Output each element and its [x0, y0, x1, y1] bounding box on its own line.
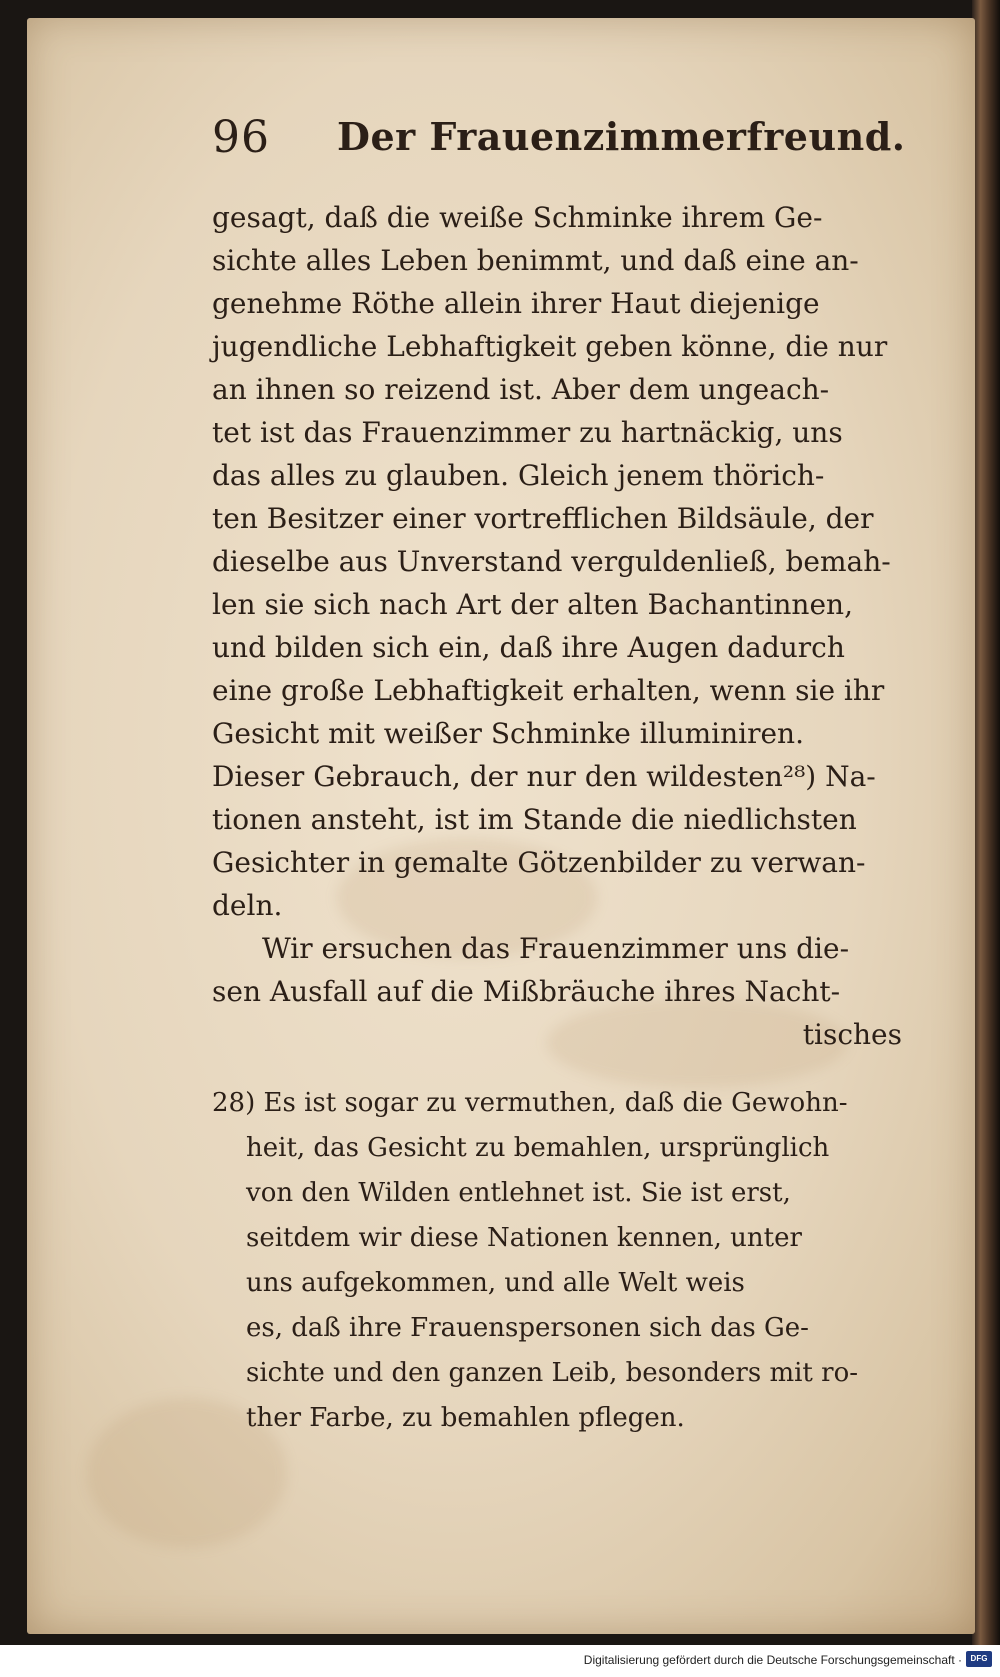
- text-line: gesagt, daß die weiße Schminke ihrem Ge-: [212, 201, 823, 234]
- text-line: tionen ansteht, ist im Stande die niedlichsten: [212, 803, 857, 836]
- footnote-line: seitdem wir diese Nationen kennen, unter: [246, 1223, 802, 1253]
- footnote: [212, 1081, 902, 1441]
- footnote-line: heit, das Gesicht zu bemahlen, ursprünglich: [246, 1133, 830, 1163]
- page-header: [212, 112, 906, 172]
- text-line: dieselbe aus Unverstand verguldenließ, bemah-: [212, 545, 891, 578]
- running-title: Der Frauenzimmerfreund.: [337, 114, 906, 159]
- footnote-line: von den Wilden entlehnet ist. Sie ist erst,: [246, 1178, 791, 1208]
- footnote-line: 28) Es ist sogar zu vermuthen, daß die Gewohn-: [212, 1088, 848, 1118]
- text-line: tet ist das Frauenzimmer zu hartnäckig, uns: [212, 416, 843, 449]
- text-line: an ihnen so reizend ist. Aber dem ungeach-: [212, 373, 830, 406]
- catchword: tisches: [802, 1018, 902, 1051]
- main-text: [212, 196, 902, 1056]
- text-line: Gesichter in gemalte Götzenbilder zu verwan-: [212, 846, 866, 879]
- page-number: 96: [212, 112, 270, 163]
- digitization-footer: [0, 1645, 1000, 1677]
- footnote-line: sichte und den ganzen Leib, besonders mit ro-: [246, 1358, 859, 1388]
- text-line: len sie sich nach Art der alten Bachantinnen,: [212, 588, 853, 621]
- text-line: sen Ausfall auf die Mißbräuche ihres Nacht-: [212, 975, 841, 1008]
- text-line: deln.: [212, 889, 283, 922]
- text-line: das alles zu glauben. Gleich jenem thörich-: [212, 459, 825, 492]
- text-line: jugendliche Lebhaftigkeit geben könne, die nur: [212, 330, 888, 363]
- text-line: Gesicht mit weißer Schminke illuminiren.: [212, 717, 804, 750]
- text-line: ten Besitzer einer vortrefflichen Bildsäule, der: [212, 502, 874, 535]
- text-line: eine große Lebhaftigkeit erhalten, wenn sie ihr: [212, 674, 885, 707]
- footnote-line: ther Farbe, zu bemahlen pflegen.: [246, 1403, 685, 1433]
- footnote-line: uns aufgekommen, und alle Welt weis: [246, 1268, 745, 1298]
- text-line: Dieser Gebrauch, der nur den wildesten²⁸) Na-: [212, 760, 876, 793]
- text-line: Wir ersuchen das Frauenzimmer uns die-: [262, 932, 850, 965]
- funding-credit: Digitalisierung gefördert durch die Deutsche Forschungsgemeinschaft ·: [583, 1653, 962, 1667]
- dfg-logo: DFG: [966, 1651, 992, 1667]
- book-edge: [972, 0, 1000, 1645]
- text-line: genehme Röthe allein ihrer Haut diejenige: [212, 287, 820, 320]
- footnote-line: es, daß ihre Frauenspersonen sich das Ge-: [246, 1313, 809, 1343]
- text-line: und bilden sich ein, daß ihre Augen dadurch: [212, 631, 845, 664]
- text-line: sichte alles Leben benimmt, und daß eine an-: [212, 244, 859, 277]
